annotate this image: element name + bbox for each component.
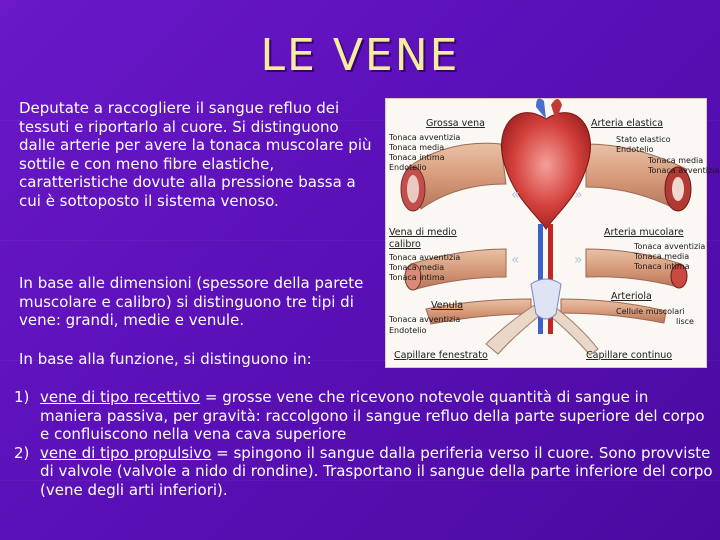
vessels-illustration	[386, 99, 720, 367]
label-tonaca-intima-2: Tonaca intima	[389, 273, 445, 282]
list-number: 1)	[14, 388, 30, 406]
label-lisce: lisce	[676, 317, 694, 326]
list-number: 2)	[14, 443, 30, 462]
label-tonaca-intima: Tonaca intima	[389, 153, 445, 162]
label-tonaca-media-right-2: Tonaca media	[634, 252, 690, 261]
label-tonaca-avventizia-right: Tonaca avventizia	[648, 166, 720, 175]
label-vena-medio: Vena di medio	[389, 227, 457, 238]
flow-arrow-icon: «	[511, 187, 520, 203]
flow-arrow-icon: »	[574, 187, 583, 203]
label-calibro: calibro	[389, 239, 421, 250]
list-item	[14, 388, 714, 444]
vessels-diagram	[385, 98, 720, 368]
label-stato-elastico: Stato elastico	[616, 135, 671, 144]
dimensions-paragraph: In base alle dimensioni (spessore della parete muscolare e calibro) si distinguono tre tipi di vene: grandi, medie e venule.	[19, 274, 364, 329]
heart-illustration	[502, 99, 591, 229]
label-endotelio-right: Endotelio	[616, 145, 654, 154]
list-text: = spingono il sangue dalla periferia verso il cuore. Sono provviste di valvole (valvole a nido di rondine). Trasportano il sangue della parte inferiore del corpo (vene degli arti inferiori).	[40, 443, 713, 499]
label-cellule-muscolari: Cellule muscolari	[616, 307, 685, 316]
label-arteria-mucolare: Arteria mucolare	[604, 227, 684, 238]
label-endotelio-2: Endotelio	[389, 326, 427, 335]
label-tonaca-media-right: Tonaca media	[648, 156, 704, 165]
label-venula: Venula	[431, 300, 464, 311]
list-term: vene di tipo propulsivo	[40, 443, 212, 462]
label-tonaca-avventizia: Tonaca avventizia	[389, 133, 461, 142]
label-tonaca-intima-right: Tonaca intima	[634, 262, 690, 271]
label-capillare-fenestrato: Capillare fenestrato	[394, 350, 488, 361]
arteria-elastica-tube	[586, 144, 691, 211]
label-arteriola: Arteriola	[611, 291, 652, 302]
label-tonaca-media-2: Tonaca media	[389, 263, 445, 272]
function-intro: In base alla funzione, si distinguono in:	[19, 350, 312, 368]
capillary-bed	[531, 279, 561, 319]
label-tonaca-avventizia-right-2: Tonaca avventizia	[634, 242, 706, 251]
slide-title: LE VENE	[260, 30, 460, 81]
label-tonaca-avventizia-2: Tonaca avventizia	[389, 253, 461, 262]
list-item	[14, 444, 714, 500]
function-list	[14, 388, 714, 499]
label-endotelio: Endotelio	[389, 163, 427, 172]
intro-paragraph: Deputate a raccogliere il sangue refluo dei tessuti e riportarlo al cuore. Si distinguono dalle arterie per avere la tonaca muscolare più sottile e con meno fibre elastiche, caratteristiche dovute alla pressione bassa a cui è sottoposto il sistema venoso.	[19, 99, 372, 210]
list-term: vene di tipo recettivo	[40, 388, 201, 406]
label-tonaca-media: Tonaca media	[389, 143, 445, 152]
list-text: = grosse vene che ricevono notevole quantità di sangue in maniera passiva, per gravità: raccolgono il sangue refluo della parte superiore del corpo e confluiscono nella vena cava superiore	[40, 388, 705, 443]
label-tonaca-avventizia-3: Tonaca avventizia	[389, 315, 461, 324]
label-arteria-elastica: Arteria elastica	[591, 118, 664, 129]
label-grossa-vena: Grossa vena	[426, 118, 485, 129]
flow-arrow-icon: »	[574, 252, 583, 268]
label-capillare-continuo: Capillare continuo	[586, 350, 673, 361]
flow-arrow-icon: «	[511, 252, 520, 268]
